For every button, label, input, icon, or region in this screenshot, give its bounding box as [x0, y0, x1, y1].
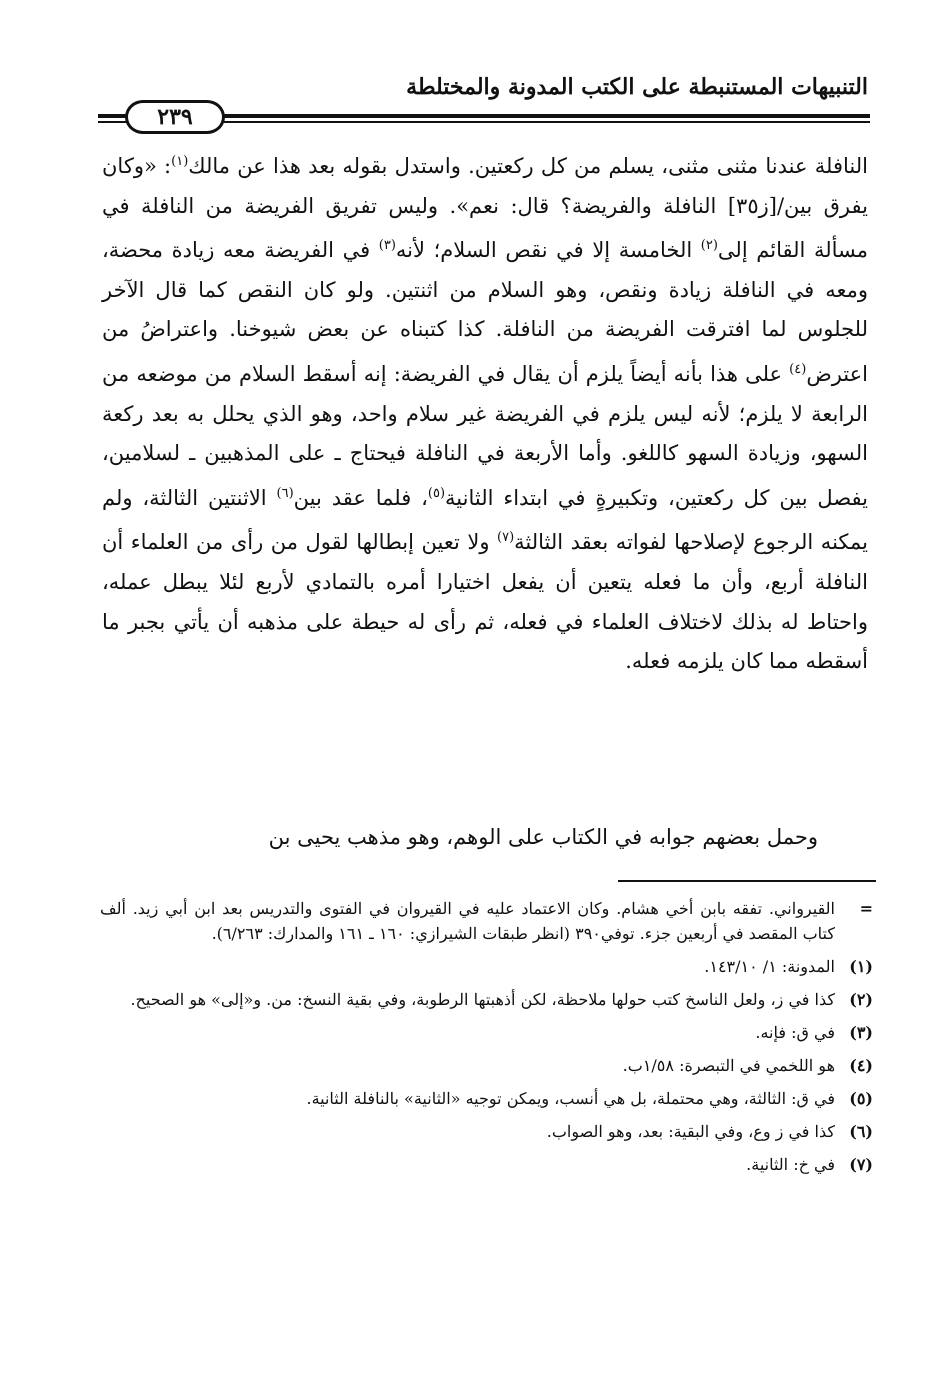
footnote-continued: = القيرواني. تفقه بابن أخي هشام. وكان الاعتماد عليه في القيروان في الفتوى والتدريس بعد ابن أبي زيد. ألف كتاب المقصد في أربعين جزء. توفي٣٩٠ (انظر طبقات الشيرازي: ١٦٠ ـ ١٦١ والمدارك: ٦/٢٦٣). [100, 899, 873, 943]
footnote-separator [618, 880, 876, 882]
footnote-6: (٦) كذا في ز وع، وفي البقية: بعد، وهو الصواب. [546, 1122, 873, 1141]
footnote-ref-3: (٣) [378, 238, 396, 254]
footnote-2: (٢) كذا في ز، ولعل الناسخ كتب حولها ملاحظة، لكن أذهبتها الرطوبة، وفي بقية النسخ: من. و«إلى» هو الصحيح. [130, 990, 873, 1009]
main-text [102, 142, 868, 682]
footnote-7: (٧) في خ: الثانية. [746, 1155, 873, 1174]
footnotes [100, 896, 873, 1185]
footnote-ref-7: (٧) [497, 530, 515, 546]
footnote-ref-2: (٢) [700, 238, 718, 254]
page-number: ٢٣٩ [125, 100, 225, 134]
footnote-ref-6: (٦) [276, 485, 294, 501]
footnote-1: (١) المدونة: ١/ ١٤٣/١٠. [704, 957, 873, 976]
footnote-5: (٥) في ق: الثالثة، وهي محتملة، بل هي أنسب، ويمكن توجيه «الثانية» بالنافلة الثانية. [306, 1089, 873, 1108]
paragraph-2: وحمل بعضهم جوابه في الكتاب على الوهم، وهو مذهب يحيى بن [268, 825, 818, 849]
footnote-ref-4: (٤) [789, 361, 807, 377]
running-title: التنبيهات المستنبطة على الكتب المدونة والمختلطة [406, 74, 868, 100]
paragraph-1: النافلة عندنا مثنى مثنى، يسلم من كل ركعتين. واستدل بقوله بعد هذا عن مالك$^{(١)}$: «وكان يفرق بين/[ز٣٥] النافلة والفريضة؟ قال: نعم». وليس تفريق الفريضة من النافلة في مسألة القائم إلى$^{(٢)}$ الخامسة إلا في نقص السلام؛ لأنه$^{(٣)}$ في الفريضة معه زيادة محضة، ومعه في النافلة زيادة ونقص، وهو السلام من اثنتين. ولو كان النقص كما قال الآخر للجلوس لما افترقت الفريضة من النافلة. كذا كتبناه عن بعض شيوخنا. واعتراضُ من اعترض$^{(٤)}$ على هذا بأنه أيضاً يلزم أن يقال في الفريضة: إنه أسقط السلام من موضعه من الرابعة لا يلزم؛ لأنه ليس يلزم في الفريضة غير سلام واحد، وهو الذي يحلل به بعد ركعة السهو، وزيادة السهو كاللغو. وأما الأربعة في النافلة فيحتاج ـ على المذهبين ـ لسلامين، يفصل بين كل ركعتين، وتكبيرةٍ في ابتداء الثانية$^{(٥)}$، فلما عقد بين$^{(٦)}$ الاثنتين الثالثة، ولم يمكنه الرجوع لإصلاحها لفواته بعقد الثالثة$^{(٧)}$ ولا تعين إبطالها لقول من رأى من العلماء أن النافلة أربع، وأن ما فعله يتعين أن يفعل اختيارا أمره بالتمادي لأربع لئلا يبطل عمله، واحتاط له بذلك لاختلاف العلماء في فعله، ثم رأى له حيطة على مذهبه أن يأتي بجبر ما أسقطه مما كان يلزمه فعله. [102, 154, 869, 674]
footnote-4: (٤) هو اللخمي في التبصرة: ١/٥٨ب. [622, 1056, 873, 1075]
footnote-ref-1: (١) [171, 154, 189, 169]
footnote-ref-5: (٥) [427, 485, 446, 501]
footnote-3: (٣) في ق: فإنه. [755, 1023, 873, 1042]
